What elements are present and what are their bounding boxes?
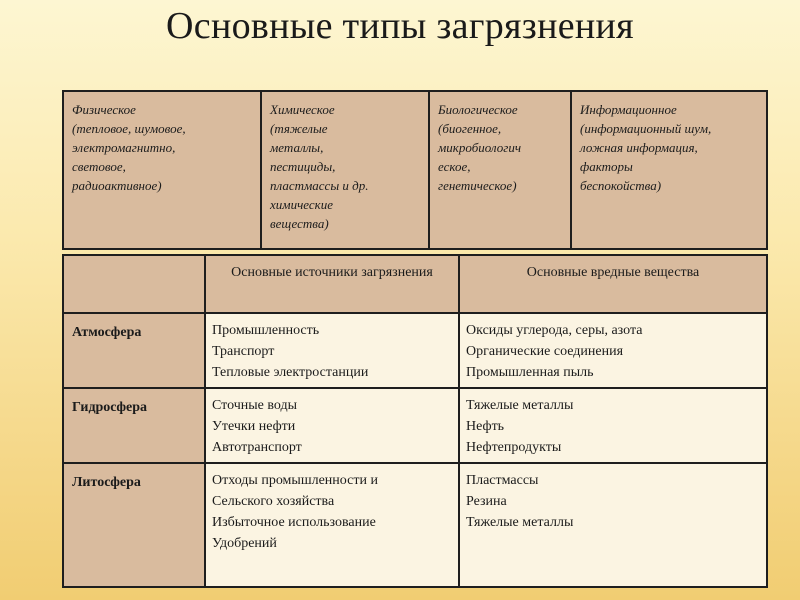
pollution-types-row — [63, 91, 767, 249]
type-line: (биогенное, — [438, 121, 502, 136]
type-line: Информационное — [580, 102, 677, 117]
table-row-atmosphere — [63, 313, 767, 388]
substances-cell — [459, 313, 767, 388]
type-line: микробиологич — [438, 140, 522, 155]
type-line: Биологическое — [438, 102, 518, 117]
slide-title: Основные типы загрязнения — [166, 5, 634, 47]
header-substances: Основные вредные вещества — [459, 255, 767, 313]
substances-cell — [459, 388, 767, 463]
substances-cell — [459, 463, 767, 587]
substance-item: Нефть — [466, 419, 505, 434]
source-item: Сточные воды — [212, 398, 298, 413]
type-chemical-cell — [261, 91, 429, 249]
substance-item: Органические соединения — [466, 344, 624, 359]
table-row-lithosphere — [63, 463, 767, 587]
sphere-label: Литосфера — [63, 463, 205, 587]
sources-cell — [205, 313, 459, 388]
type-line: радиоактивное) — [72, 178, 162, 193]
type-line: генетическое) — [438, 178, 517, 193]
sources-cell — [205, 463, 459, 587]
table-header-row — [63, 255, 767, 313]
type-line: (информационный шум, — [580, 121, 712, 136]
type-informational-cell — [571, 91, 767, 249]
type-line: пластмассы и др. — [270, 178, 369, 193]
type-line: (тепловое, шумовое, — [72, 121, 186, 136]
substance-item: Пластмассы — [466, 473, 539, 488]
type-line: металлы, — [270, 140, 324, 155]
type-physical-cell — [63, 91, 261, 249]
type-line: ложная информация, — [580, 140, 698, 155]
substance-item: Резина — [466, 494, 507, 509]
type-line: беспокойства) — [580, 178, 662, 193]
table-row-hydrosphere — [63, 388, 767, 463]
substance-item: Нефтепродукты — [466, 440, 562, 455]
type-line: световое, — [72, 159, 126, 174]
type-line: Физическое — [72, 102, 136, 117]
type-line: еское, — [438, 159, 471, 174]
source-item: Сельского хозяйства — [212, 494, 335, 509]
sphere-label: Атмосфера — [63, 313, 205, 388]
type-line: химические — [270, 197, 333, 212]
header-sources: Основные источники загрязнения — [205, 255, 459, 313]
source-item: Отходы промышленности и — [212, 473, 378, 488]
source-item: Тепловые электростанции — [212, 365, 369, 380]
pollution-types-table — [62, 90, 768, 250]
type-biological-cell — [429, 91, 571, 249]
sources-cell — [205, 388, 459, 463]
source-item: Удобрений — [212, 536, 277, 551]
type-line: Химическое — [270, 102, 335, 117]
type-line: вещества) — [270, 216, 329, 231]
substance-item: Промышленная пыль — [466, 365, 594, 380]
type-line: факторы — [580, 159, 633, 174]
source-item: Промышленность — [212, 323, 320, 338]
source-item: Избыточное использование — [212, 515, 376, 530]
substance-item: Тяжелые металлы — [466, 398, 574, 413]
source-item: Автотранспорт — [212, 440, 302, 455]
source-item: Транспорт — [212, 344, 275, 359]
type-line: электромагнитно, — [72, 140, 176, 155]
substance-item: Оксиды углерода, серы, азота — [466, 323, 643, 338]
header-corner-cell — [63, 255, 205, 313]
source-item: Утечки нефти — [212, 419, 296, 434]
substance-item: Тяжелые металлы — [466, 515, 574, 530]
type-line: (тяжелые — [270, 121, 328, 136]
type-line: пестициды, — [270, 159, 336, 174]
sphere-label: Гидросфера — [63, 388, 205, 463]
pollution-sources-table — [62, 254, 768, 588]
